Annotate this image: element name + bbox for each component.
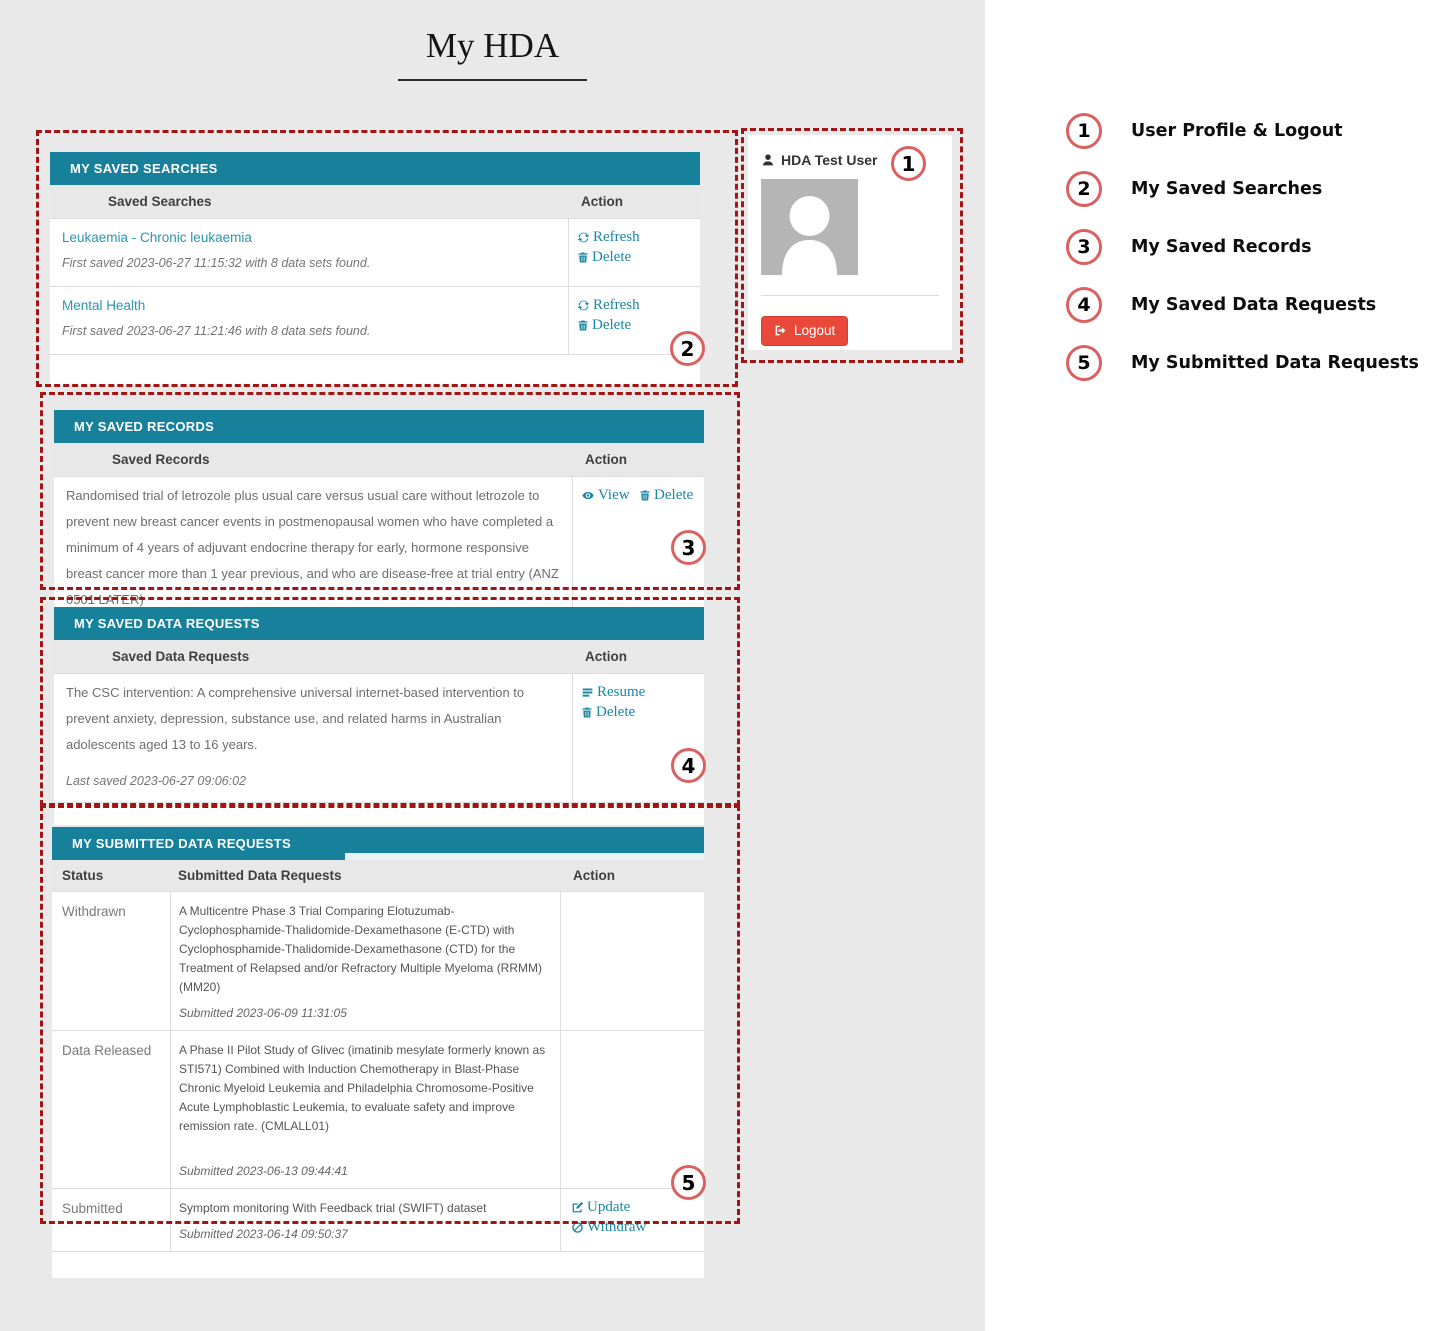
action-cell [561,892,704,1030]
logout-label: Logout [794,323,836,338]
submitted-data-requests-title [52,827,704,860]
table-row [54,673,704,803]
annotation-badge-4: 4 [671,748,706,783]
delete-label: Delete [596,704,636,720]
profile-name-row [761,152,877,168]
table-row [52,891,704,1030]
column-header-saved-records: Saved Records [112,452,210,467]
legend-label-4: My Saved Data Requests [1131,294,1377,315]
legend-badge-2: 2 [1066,171,1102,207]
submitted-request-cell [170,892,561,1030]
action-cell [572,674,704,802]
saved-data-requests-panel [54,607,704,825]
resume-label: Resume [597,684,646,700]
delete-link[interactable] [577,317,631,334]
trash-icon [577,319,589,332]
saved-searches-panel [50,152,700,385]
delete-link[interactable] [577,249,631,266]
column-header-action: Action [585,452,627,467]
submitted-request-note: Submitted 2023-06-13 09:44:41 [179,1164,348,1178]
column-header-saved-searches: Saved Searches [108,194,212,209]
column-header-status: Status [62,868,104,883]
saved-data-requests-title: MY SAVED DATA REQUESTS [54,607,704,640]
submitted-request-cell [170,1031,561,1188]
table-row [52,1030,704,1188]
legend-item-saved-data-requests [1066,286,1419,323]
submitted-request-title: A Phase II Pilot Study of Glivec (imatinib mesylate formerly known as STI571) Combined with Induction Chemotherapy in Blast-Phase Chronic Myeloid Leukemia and Philadelphia Chromosome-Positive Acute Lymphoblastic Leukemia, to evaluate safety and improve remission rate. (CMLALL01) [179,1043,546,1133]
saved-searches-column-headers [50,185,700,218]
saved-search-note: First saved 2023-06-27 11:15:32 with 8 data sets found. [62,256,371,270]
submitted-data-requests-panel [52,827,704,1278]
saved-records-panel [54,410,704,634]
trash-icon [581,706,593,719]
page-title: My HDA [398,26,587,81]
legend [1066,112,1419,402]
submitted-request-title: Symptom monitoring With Feedback trial (SWIFT) dataset [179,1201,487,1215]
refresh-icon [577,231,590,244]
annotation-badge-1: 1 [891,146,926,181]
delete-link[interactable] [639,487,693,504]
trash-icon [639,489,651,502]
submitted-data-requests-title-text: MY SUBMITTED DATA REQUESTS [72,836,291,851]
delete-label: Delete [592,317,632,333]
saved-record-text: Randomised trial of letrozole plus usual care versus usual care without letrozole to prevent new breast cancer events in postmenopausal women who have completed a minimum of 4 years of adjuvant endocrine therapy for early, hormone responsive breast cancer more than 1 year previous, and who are disease-free at trial entry (ANZ 0501 LATER) [66,488,559,607]
legend-label-1: User Profile & Logout [1131,120,1343,141]
legend-item-saved-searches [1066,170,1419,207]
saved-search-cell [50,219,568,286]
resume-link[interactable] [581,684,645,701]
delete-label: Delete [592,249,632,265]
legend-label-5: My Submitted Data Requests [1131,352,1419,373]
view-link[interactable] [581,487,630,504]
annotation-badge-5: 5 [671,1165,706,1200]
action-cell [568,219,700,286]
saved-data-request-text: The CSC intervention: A comprehensive universal internet-based intervention to prevent anxiety, depression, substance use, and related harms in Australian adolescents aged 13 to 16 years. [66,685,525,752]
refresh-link[interactable] [577,229,640,246]
action-cell [561,1031,704,1188]
saved-data-request-note: Last saved 2023-06-27 09:06:02 [66,774,246,788]
table-row [54,476,704,626]
legend-label-3: My Saved Records [1131,236,1312,257]
trash-icon [577,251,589,264]
saved-search-note: First saved 2023-06-27 11:21:46 with 8 data sets found. [62,324,371,338]
table-row [50,218,700,286]
saved-records-title: MY SAVED RECORDS [54,410,704,443]
logout-icon [774,324,787,337]
table-row [52,1188,704,1252]
profile-username: HDA Test User [781,152,878,168]
submitted-request-cell [170,1189,561,1251]
saved-data-requests-column-headers [54,640,704,673]
edit-icon [571,1201,584,1214]
submitted-request-note: Submitted 2023-06-09 11:31:05 [179,1006,347,1020]
legend-badge-1: 1 [1066,113,1102,149]
saved-records-column-headers [54,443,704,476]
saved-search-link[interactable]: Mental Health [62,298,146,313]
logout-button[interactable] [761,316,848,346]
status-cell: Submitted [62,1201,123,1216]
saved-data-request-cell [54,674,572,802]
annotation-badge-2: 2 [670,331,705,366]
withdraw-label: Withdraw [587,1219,647,1235]
refresh-label: Refresh [593,229,640,245]
page-title-wrap [0,26,985,81]
update-link[interactable] [571,1199,630,1216]
user-icon [761,153,775,167]
refresh-icon [577,299,590,312]
refresh-label: Refresh [593,297,640,313]
avatar [761,179,858,275]
saved-search-cell [50,287,568,354]
legend-badge-5: 5 [1066,345,1102,381]
list-icon [581,686,594,699]
header-artifact [345,853,704,860]
submitted-request-note: Submitted 2023-06-14 09:50:37 [179,1227,348,1241]
annotation-badge-3: 3 [671,530,706,565]
ban-icon [571,1221,584,1234]
legend-badge-3: 3 [1066,229,1102,265]
column-header-action: Action [585,649,627,664]
saved-searches-title: MY SAVED SEARCHES [50,152,700,185]
column-header-action: Action [581,194,623,209]
submitted-request-title: A Multicentre Phase 3 Trial Comparing Elotuzumab-Cyclophosphamide-Thalidomide-Dexamethasone (E-CTD) with Cyclophosphamide-Thalidomide-Dexamethasone (CTD) for the Treatment of Relapsed and/or Refractory Multiple Myeloma (RRMM) (MM20) [179,904,543,994]
eye-icon [581,489,595,502]
legend-item-profile [1066,112,1419,149]
legend-badge-4: 4 [1066,287,1102,323]
delete-link[interactable] [581,704,635,721]
submitted-column-headers [52,860,704,891]
refresh-link[interactable] [577,297,640,314]
view-label: View [598,487,630,503]
legend-label-2: My Saved Searches [1131,178,1323,199]
status-cell: Withdrawn [62,904,126,919]
divider [761,295,939,296]
legend-item-submitted-data-requests [1066,344,1419,381]
status-cell: Data Released [62,1043,152,1058]
column-header-submitted-data-requests: Submitted Data Requests [178,868,342,883]
column-header-saved-data-requests: Saved Data Requests [112,649,250,664]
delete-label: Delete [654,487,694,503]
legend-item-saved-records [1066,228,1419,265]
table-row [50,286,700,355]
withdraw-link[interactable] [571,1219,646,1236]
column-header-action: Action [573,868,615,883]
saved-search-link[interactable]: Leukaemia - Chronic leukaemia [62,230,252,245]
update-label: Update [587,1199,631,1215]
